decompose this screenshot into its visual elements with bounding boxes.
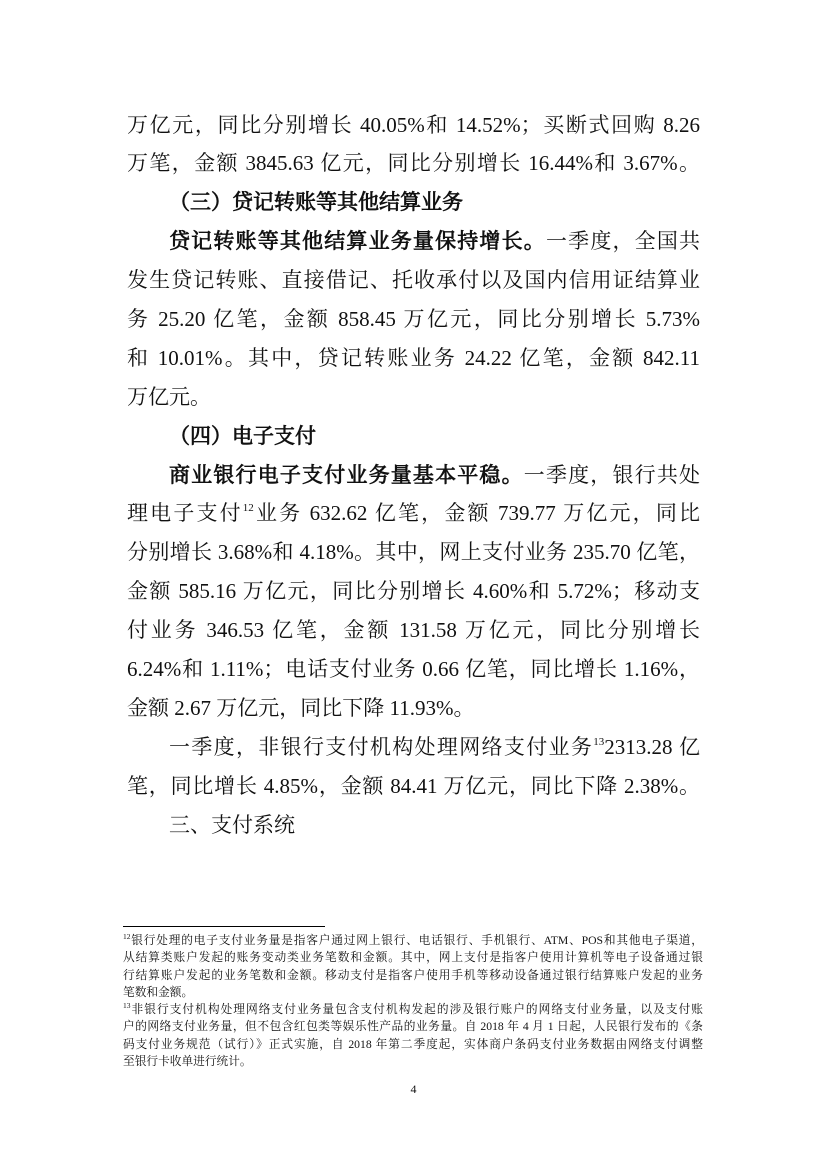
section-heading-3: （三）贷记转账等其他结算业务	[169, 190, 463, 215]
footnote-text: 银行处理的电子支付业务量是指客户通过网上银行、电话银行、手机银行、ATM、POS和其他电子渠道，	[130, 934, 703, 947]
body-line-text: 一季度，银行共处	[523, 462, 700, 487]
body-line: 付业务 346.53 亿笔，金额 131.58 万亿元，同比分别增长	[127, 618, 700, 643]
body-line: 6.24%和 1.11%；电话支付业务 0.66 亿笔，同比增长 1.16%，	[127, 656, 700, 681]
body-line-text: 一季度，全国共	[545, 229, 700, 254]
footnote-reference: 13	[593, 735, 605, 748]
body-line-text: 一季度，非银行支付机构处理网络支付业务	[169, 734, 594, 759]
paragraph-lead: 贷记转账等其他结算业务量保持增长。	[169, 229, 546, 254]
body-line: 笔，同比增长 4.85%，金额 84.41 万亿元，同比下降 2.38%。	[127, 773, 700, 798]
part-heading: 三、支付系统	[169, 812, 295, 837]
footnote-line: 至银行卡收单进行统计。	[123, 1055, 252, 1069]
body-line: 和 10.01%。其中，贷记转账业务 24.22 亿笔，金额 842.11	[127, 345, 700, 370]
body-line	[127, 728, 700, 767]
footnote-marker: 13	[123, 1001, 131, 1011]
body-line: 万亿元，同比分别增长 40.05%和 14.52%；买断式回购 8.26	[127, 112, 700, 137]
body-line-text: 2313.28 亿	[604, 734, 700, 759]
body-line: 万亿元。	[127, 384, 211, 409]
body-line: 金额 2.67 万亿元，同比下降 11.93%。	[127, 695, 475, 720]
body-line	[127, 456, 700, 495]
body-line: 万笔，金额 3845.63 亿元，同比分别增长 16.44%和 3.67%。	[127, 151, 700, 176]
footnote-line: 码支付业务规范（试行）》正式实施，自 2018 年第二季度起，实体商户条码支付业务数据由网络支付调整	[123, 1037, 703, 1051]
footnote-line	[123, 1001, 703, 1018]
main-body-text	[127, 106, 700, 845]
footnote-line: 行结算账户发起的业务笔数和金额。移动支付是指客户使用手机等移动设备通过银行结算账户发起的业务	[123, 968, 703, 982]
body-line: 金额 585.16 万亿元，同比分别增长 4.60%和 5.72%；移动支	[127, 579, 700, 604]
footnote-reference: 12	[242, 502, 254, 515]
body-line: 务 25.20 亿笔，金额 858.45 万亿元，同比分别增长 5.73%	[127, 306, 700, 331]
footnote-line	[123, 932, 703, 949]
body-line: 发生贷记转账、直接借记、托收承付以及国内信用证结算业	[127, 268, 700, 293]
footnote-text: 非银行支付机构处理网络支付业务量包含支付机构发起的涉及银行账户的网络支付业务量，以及支付账	[130, 1003, 703, 1017]
footnote-line: 从结算类账户发起的账务变动类业务笔数和金额。其中，网上支付是指客户使用计算机等电子设备通过银	[123, 951, 703, 965]
body-line-text: 业务 632.62 亿笔，金额 739.77 万亿元，同比	[253, 501, 700, 526]
footnote-marker: 12	[123, 932, 131, 941]
page-number: 4	[410, 1082, 417, 1096]
section-heading-4: （四）电子支付	[169, 423, 316, 448]
footnote-rule	[123, 926, 325, 927]
paragraph-lead: 商业银行电子支付业务量基本平稳。	[169, 462, 524, 487]
body-line	[127, 222, 700, 261]
footnotes	[123, 932, 703, 1070]
footnote-line: 户的网络支付业务量，但不包含红包类等娱乐性产品的业务量。自 2018 年 4 月 1 日起，人民银行发布的《条	[123, 1020, 703, 1034]
body-line-text: 理电子支付	[127, 501, 243, 526]
body-line	[127, 494, 700, 533]
body-line: 分别增长 3.68%和 4.18%。其中，网上支付业务 235.70 亿笔，	[127, 540, 700, 565]
footnote-line: 笔数和金额。	[123, 985, 194, 999]
